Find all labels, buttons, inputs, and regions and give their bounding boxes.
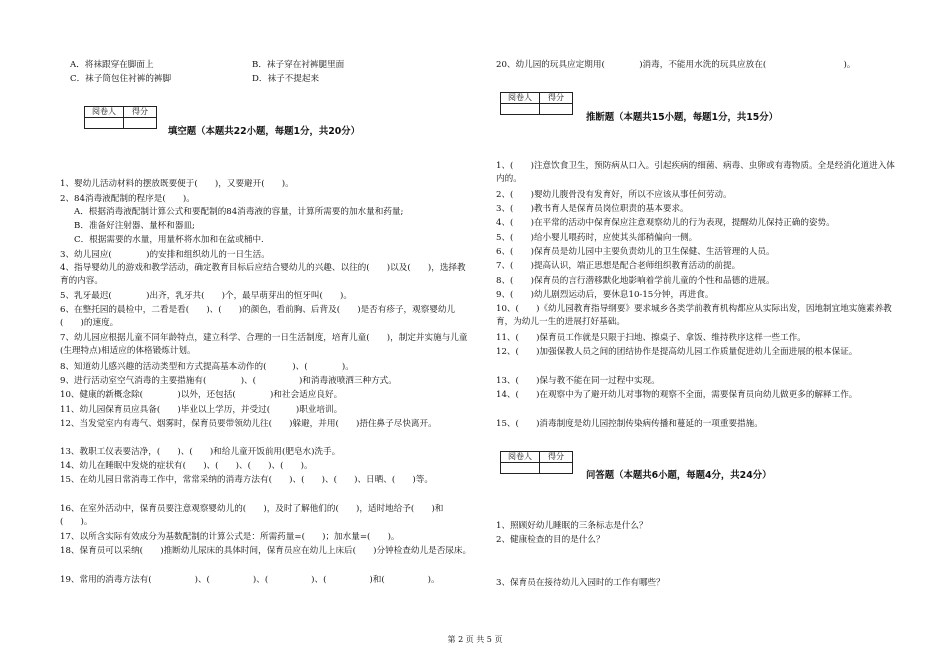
judge-item-5: 5、( )给小婴儿喂药时，应使其头部稍偏向一侧。	[496, 233, 698, 243]
judge-item-3: 3、( )教书育人是保育员岗位职责的基本要求。	[496, 204, 689, 214]
score-cell[interactable]	[540, 463, 573, 474]
fill-item-9: 9、进行活动室空气消毒的主要措施有( )、( )和消毒液喷洒三种方式。	[60, 376, 397, 386]
judge-item-10: 10、( )《幼儿园教育指导纲要》要求城乡各类学前教育机构都应从实际出发，因地制宜地实施素养教育，为幼儿一生的进展打好基础。	[496, 304, 892, 327]
qa-item-3: 3、保育员在接待幼儿入园时的工作有哪些？	[496, 578, 665, 588]
score-cell[interactable]	[124, 118, 157, 129]
judge-item-8: 8、( )保育员的言行潜移默化地影响着学前儿童的个性和品德的进展。	[496, 276, 775, 286]
page-footer: 第 2 页 共 5 页	[447, 635, 503, 644]
score-box-qa	[500, 451, 573, 474]
fill-item-15: 15、在幼儿园日常消毒工作中，常常采纳的消毒方法有( )、( )、( )、日晒、( )等。	[60, 475, 433, 485]
judge-item-9: 9、( )幼儿剧烈运动后，要休息10-15分钟，再进食。	[496, 290, 714, 300]
option-row-cd	[70, 73, 472, 86]
judge-item-4: 4、( )在平常的活动中保育保应注意观察幼儿的行为表现，提醒幼儿保持正确的姿势。	[496, 218, 835, 228]
fill-item-7: 7、幼儿园应根据儿童不同年龄特点，建立科学、合理的一日生活制度，培育儿童( )，制定并实施与儿童(生理特点)相适应的体格锻炼计划。	[60, 333, 468, 356]
fill-item-20: 20、幼儿园的玩具应定期用( )消毒，不能用水洗的玩具应放在( )。	[496, 60, 856, 70]
grader-label: 阅卷人	[85, 107, 124, 118]
score-box-judge	[500, 92, 573, 115]
fill-item-14: 14、幼儿在睡眠中发烧的症状有( )、( )、( )、( )。	[60, 461, 313, 471]
qa-item-2: 2、健康检查的目的是什么？	[496, 535, 605, 545]
judge-item-15: 15、( )消毒制度是幼儿园控制传染病传播和蔓延的一项重要措施。	[496, 419, 763, 429]
fill-item-4: 4、指导婴幼儿的游戏和教学活动，确定教育目标后应结合婴幼儿的兴趣、以往的( )以及( )，选择教育的内容。	[60, 263, 466, 286]
score-label: 得分	[540, 93, 573, 104]
fill-item-13: 13、教职工仪表要洁净，( )、( )和给儿童开饭前用(肥皂水)洗手。	[60, 447, 341, 457]
grader-label: 阅卷人	[501, 93, 540, 104]
fill-item-18: 18、保育员可以采纳( )推断幼儿尿床的具体时间，保育员应在幼儿上床后( )分钟检查幼儿是否尿床。	[60, 546, 472, 556]
judge-item-6: 6、( )保育员是幼儿园中主要负责幼儿的卫生保健、生活管理的人员。	[496, 247, 775, 257]
fill-item-2-a: A．根据消毒液配制计算公式和要配制的84消毒液的容量，计算所需要的加水量和药量;	[74, 207, 404, 217]
grader-cell[interactable]	[501, 104, 540, 115]
option-b: B．袜子穿在衬裤腿里面	[252, 60, 345, 70]
fill-item-1: 1、婴幼儿活动材料的摆放既要便于( )，又要避开( )。	[60, 179, 294, 189]
grader-label: 阅卷人	[501, 452, 540, 463]
judge-item-1: 1、( )注意饮食卫生，预防病从口入。引起疾病的细菌、病毒、虫卵或有毒物质。全是经消化道进入体内的。	[496, 161, 895, 184]
option-a: A．将袜跟穿在脚面上	[70, 60, 154, 70]
fill-item-16: 16、在室外活动中，保育员要注意观察婴幼儿的( )，及时了解他们的( )，适时地给予( )和( )。	[60, 504, 444, 527]
fill-item-11: 11、幼儿园保育员应具备( )毕业以上学历，并受过( )职业培训。	[60, 405, 343, 415]
fill-item-8: 8、知道幼儿感兴趣的活动类型和方式提高基本动作的( )、( )。	[60, 362, 354, 372]
grader-cell[interactable]	[85, 118, 124, 129]
fill-item-17: 17、以所含实际有效成分为基数配制的计算公式是：所需药量=( )；加水量=( )。	[60, 532, 400, 542]
fill-item-3: 3、幼儿园应( )的安排和组织幼儿的一日生活。	[60, 250, 270, 260]
judge-item-11: 11、( )保育员工作就是只限于扫地、擦桌子、拿饭、维持秩序这样一些工作。	[496, 333, 806, 343]
fill-item-10: 10、健康的新概念除( )以外，还包括( )和社会适应良好。	[60, 390, 343, 400]
section-title-judge: 推断题（本题共15小题，每题1分，共15分）	[586, 112, 778, 123]
score-label: 得分	[540, 452, 573, 463]
judge-item-2: 2、( )婴幼儿腹骨没有发育好，所以不应该从事任何劳动。	[496, 190, 732, 200]
grader-cell[interactable]	[501, 463, 540, 474]
fill-item-12: 12、当发觉室内有毒气、烟雾时，保育员要带领幼儿往( )躲避，并用( )捂住鼻子尽快离开。	[60, 419, 437, 429]
fill-item-2-c: C．根据需要的水量，用量杯将水加和在盆或桶中.	[74, 235, 264, 245]
fill-item-19: 19、常用的消毒方法有( )、( )、( )、( )和( )。	[60, 575, 440, 585]
judge-item-14: 14、( )在观察中为了避开幼儿对事物的观察不全面，需要保育员向幼儿做更多的解释工作。	[496, 390, 858, 400]
score-label: 得分	[124, 107, 157, 118]
judge-item-13: 13、( )保与教不能在同一过程中实现。	[496, 376, 660, 386]
fill-item-6: 6、在整托园的晨检中，二看是看( )、( )的颜色，看前胸、后背及( )是否有疹子，观察婴幼儿( )的速度。	[60, 305, 456, 328]
score-box-fill	[84, 106, 157, 129]
fill-item-2-b: B．准备好注射器、量杯和器皿;	[74, 221, 195, 231]
option-d: D．袜子不提起来	[252, 74, 320, 84]
fill-item-2: 2、84消毒液配制的程序是( )。	[60, 194, 195, 204]
section-title-qa: 问答题（本题共6小题，每题4分，共24分）	[586, 470, 772, 481]
judge-item-7: 7、( )提高认识，端正思想是配合老师组织教育活动的前提。	[496, 261, 741, 271]
option-c: C．袜子筒包住衬裤的裤脚	[70, 74, 172, 84]
score-cell[interactable]	[540, 104, 573, 115]
section-title-fill: 填空题（本题共22小题，每题1分，共20分）	[168, 126, 360, 137]
option-row-ab	[70, 59, 472, 72]
qa-item-1: 1、照顾好幼儿睡眠的三条标志是什么？	[496, 521, 648, 531]
judge-item-12: 12、( )加强保教人员之间的团结协作是提高幼儿园工作质量促进幼儿全面进展的根本保证。	[496, 347, 858, 357]
fill-item-5: 5、乳牙最迟( )出齐，乳牙共( )个，最早萌芽出的恒牙叫( )。	[60, 291, 352, 301]
